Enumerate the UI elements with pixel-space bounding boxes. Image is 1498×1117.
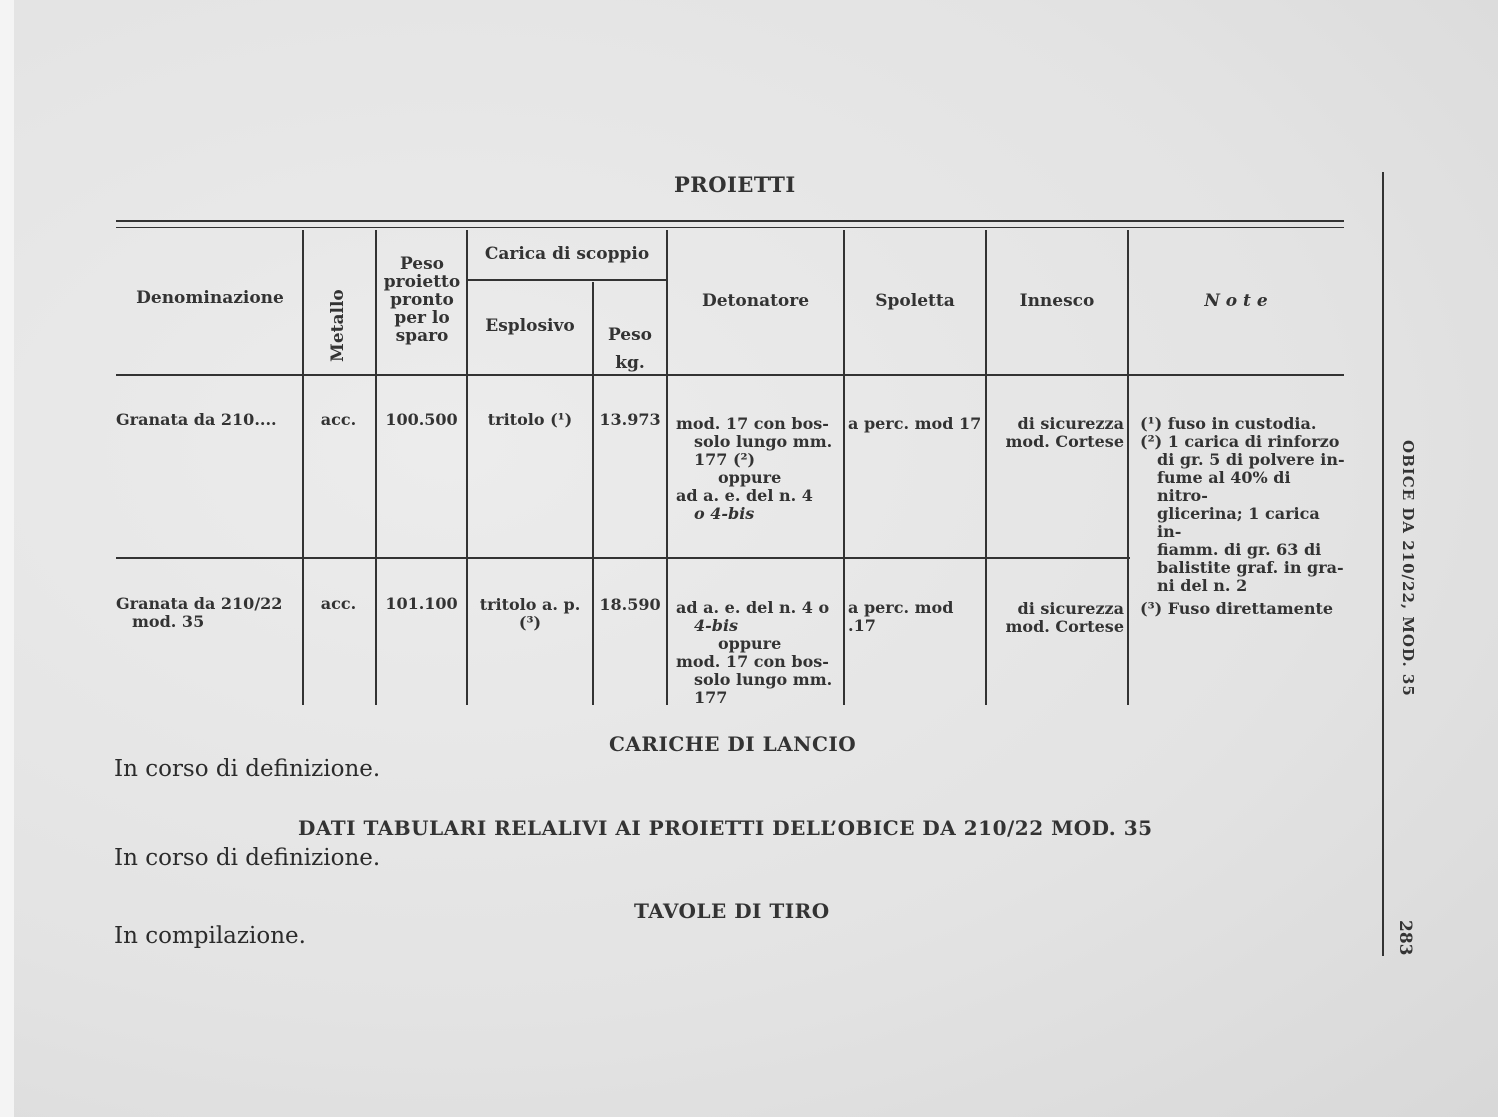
note-line: fume al 40% di nitro-	[1157, 468, 1291, 505]
header-peso-line: sparo	[395, 326, 449, 346]
row2-spoletta: a perc. mod .17	[848, 598, 954, 635]
header-peso-line: proietto	[383, 272, 461, 292]
header-carica-scoppio: Carica di scoppio	[484, 244, 650, 264]
row1-innesco	[996, 415, 1124, 451]
row1-metallo: acc.	[320, 410, 357, 429]
detonatore-line: solo lungo mm.	[694, 670, 833, 689]
detonatore-line: o 4-bis	[694, 504, 755, 523]
row2-esplosivo	[468, 596, 592, 632]
row1-peso: 100.500	[385, 410, 458, 429]
header-metallo: Metallo	[328, 289, 348, 362]
table-top-rule-thin	[116, 227, 1344, 228]
header-detonatore: Detonatore	[701, 291, 810, 311]
note-line: di gr. 5 di polvere in-	[1157, 450, 1345, 469]
row2-note: (³) Fuso direttamente	[1140, 599, 1334, 618]
header-peso-line: pronto	[390, 290, 454, 310]
denominazione-line: Granata da 210/22	[116, 594, 283, 613]
col-divider	[375, 230, 377, 705]
header-peso-line: per lo	[394, 308, 450, 328]
detonatore-line: solo lungo mm.	[694, 432, 833, 451]
row1-peso-kg: 13.973	[599, 410, 661, 429]
header-peso-kg	[594, 317, 666, 381]
row1-denominazione: Granata da 210....	[116, 410, 277, 429]
detonatore-line: 4-bis	[694, 616, 739, 635]
innesco-line: mod. Cortese	[1005, 432, 1124, 451]
note-line: glicerina; 1 carica in-	[1157, 504, 1320, 541]
col-divider	[302, 230, 304, 705]
section-cariche-text: In corso di definizione.	[114, 756, 381, 782]
detonatore-line: ad a. e. del n. 4 o	[676, 598, 830, 617]
note-line: balistite graf. in gra-	[1157, 558, 1344, 577]
header-bottom-rule	[116, 374, 1344, 376]
note-line: fiamm. di gr. 63 di	[1157, 540, 1322, 559]
table-top-rule	[116, 220, 1344, 222]
running-head: OBICE DA 210/22, MOD. 35	[1399, 440, 1417, 697]
header-peso-line: Peso	[399, 254, 445, 274]
note-line: (¹) fuso in custodia.	[1140, 414, 1317, 433]
header-peso-kg-line: Peso	[607, 325, 653, 345]
row2-detonatore	[676, 599, 841, 707]
row1-detonatore	[676, 415, 841, 523]
detonatore-line: mod. 17 con bos-	[676, 414, 829, 433]
detonatore-line: mod. 17 con bos-	[676, 652, 829, 671]
row1-note	[1140, 415, 1346, 595]
page-number: 283	[1395, 920, 1415, 956]
header-spoletta: Spoletta	[875, 291, 955, 311]
detonatore-line: ad a. e. del n. 4	[676, 486, 813, 505]
note-line: ni del n. 2	[1157, 576, 1248, 595]
detonatore-line: 177 (²)	[694, 450, 756, 469]
detonatore-line: oppure	[718, 468, 782, 487]
col-divider	[466, 230, 468, 705]
section-dati-title: DATI TABULARI RELALIVI AI PROIETTI DELL’OBICE DA 210/22 MOD. 35	[298, 816, 1153, 840]
section-title: PROIETTI	[674, 172, 796, 197]
row1-spoletta: a perc. mod 17	[848, 414, 982, 433]
innesco-line: mod. Cortese	[1005, 617, 1124, 636]
innesco-line: di sicurezza	[1017, 414, 1124, 433]
innesco-line: di sicurezza	[1017, 599, 1124, 618]
esplosivo-line: tritolo a. p.	[479, 595, 581, 614]
carica-subheader-rule	[468, 279, 666, 281]
header-note: N o t e	[1204, 291, 1268, 311]
section-tavole-title: TAVOLE DI TIRO	[634, 899, 830, 923]
section-dati-text: In corso di definizione.	[114, 845, 381, 871]
row2-metallo: acc.	[320, 594, 357, 613]
note-line: (²) 1 carica di rinforzo	[1140, 432, 1340, 451]
detonatore-line: 177	[694, 688, 728, 707]
section-cariche-title: CARICHE DI LANCIO	[609, 732, 857, 756]
header-denominazione: Denominazione	[136, 288, 284, 308]
section-tavole-text: In compilazione.	[114, 923, 306, 949]
row2-peso-kg: 18.590	[599, 595, 661, 614]
row1-esplosivo: tritolo (¹)	[487, 410, 573, 429]
esplosivo-line: (³)	[518, 613, 542, 632]
header-peso-proietto	[378, 255, 466, 345]
header-innesco: Innesco	[1019, 291, 1095, 311]
header-esplosivo: Esplosivo	[485, 316, 575, 336]
row2-denominazione	[116, 595, 300, 631]
denominazione-line: mod. 35	[132, 612, 205, 631]
margin-rule	[1382, 172, 1384, 956]
page-edge	[0, 0, 14, 1117]
row2-innesco	[996, 600, 1124, 636]
detonatore-line: oppure	[718, 634, 782, 653]
row2-peso: 101.100	[385, 594, 458, 613]
header-peso-kg-line: kg.	[615, 353, 645, 373]
row-separator	[116, 557, 1130, 559]
